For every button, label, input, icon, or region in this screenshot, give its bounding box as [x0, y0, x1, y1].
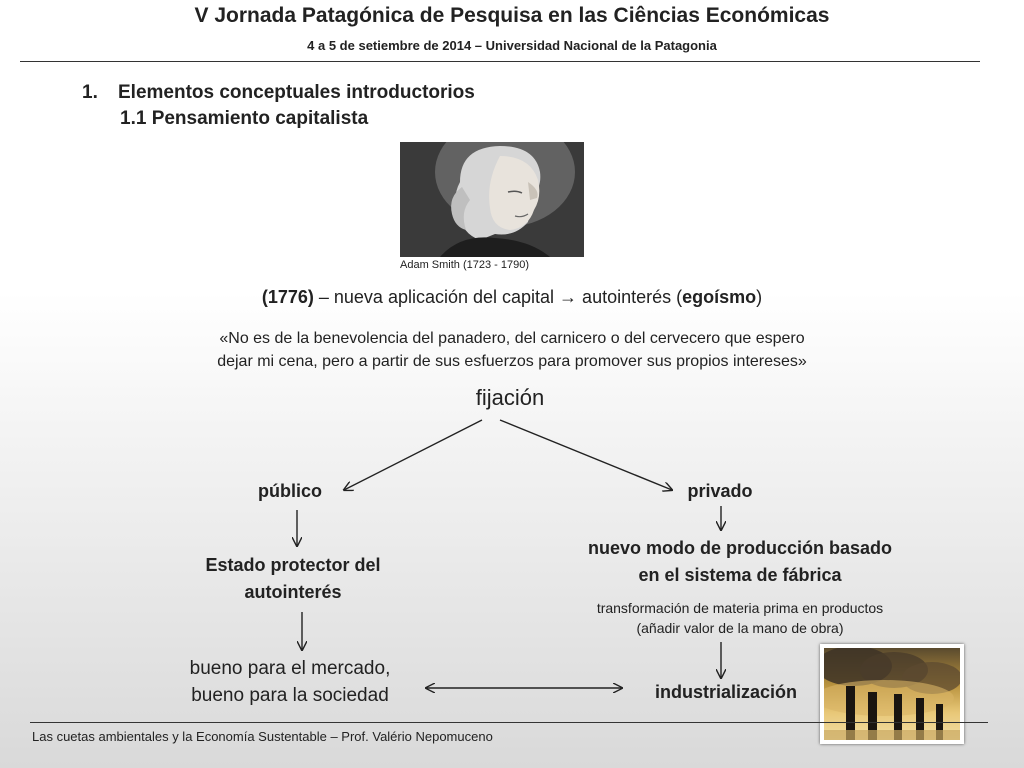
slide-subtitle: 4 a 5 de setiembre de 2014 – Universidad Nacional de la Patagonia [307, 38, 717, 53]
transf-line-1: transformación de materia prima en productos [596, 600, 884, 616]
nuevo-modo-produccion [560, 535, 920, 589]
section-number: 1. [82, 82, 98, 103]
statement-text: – nueva aplicación del capital → autointerés ( [313, 287, 683, 307]
subsection-heading: 1.1 Pensamiento capitalista [120, 108, 369, 129]
statement-line [0, 287, 1024, 308]
transformacion-note [560, 598, 920, 638]
nuevo-line-2: en el sistema de fábrica [638, 565, 842, 585]
smith-quote [120, 327, 904, 373]
footer-divider [30, 722, 988, 723]
bueno-para-mercado [160, 655, 420, 709]
section-title: Elementos conceptuales introductorios [118, 82, 475, 103]
slide-title: V Jornada Patagónica de Pesquisa en las Ciências Económicas [194, 4, 830, 27]
factory-smokestacks-image [820, 644, 964, 744]
estado-line-1: Estado protector del [205, 555, 381, 575]
portrait-caption-text: Adam Smith (1723 - 1790) [400, 259, 530, 271]
industrializacion: industrialización [654, 682, 798, 702]
diagram-root: fijación [475, 385, 545, 410]
estado-protector [180, 552, 406, 606]
adam-smith-portrait [400, 142, 584, 257]
arrow-root-to-privado [500, 420, 672, 490]
statement-year: (1776) [261, 287, 314, 307]
factory-illustration [824, 648, 960, 740]
portrait-caption [400, 259, 584, 271]
statement-egoismo: egoísmo [682, 287, 757, 307]
branch-privado: privado [687, 481, 753, 501]
quote-line-1: «No es de la benevolencia del panadero, del carnicero o del cervecero que espero [219, 330, 805, 347]
statement-close: ) [756, 287, 763, 307]
footer-text: Las cuetas ambientales y la Economía Sustentable – Prof. Valério Nepomuceno [32, 729, 493, 744]
transf-line-2: (añadir valor de la mano de obra) [636, 620, 844, 636]
section-heading [82, 82, 475, 104]
arrow-root-to-publico [344, 420, 482, 490]
branch-publico: público [258, 481, 322, 501]
bueno-line-1: bueno para el mercado, [189, 658, 391, 679]
estado-line-2: autointerés [244, 582, 342, 602]
bueno-line-2: bueno para la sociedad [191, 685, 389, 706]
portrait-illustration [400, 142, 584, 257]
quote-line-2: dejar mi cena, pero a partir de sus esfuerzos para promover sus propios intereses» [217, 353, 807, 370]
nuevo-line-1: nuevo modo de producción basado [587, 538, 893, 558]
header-divider [20, 61, 980, 62]
